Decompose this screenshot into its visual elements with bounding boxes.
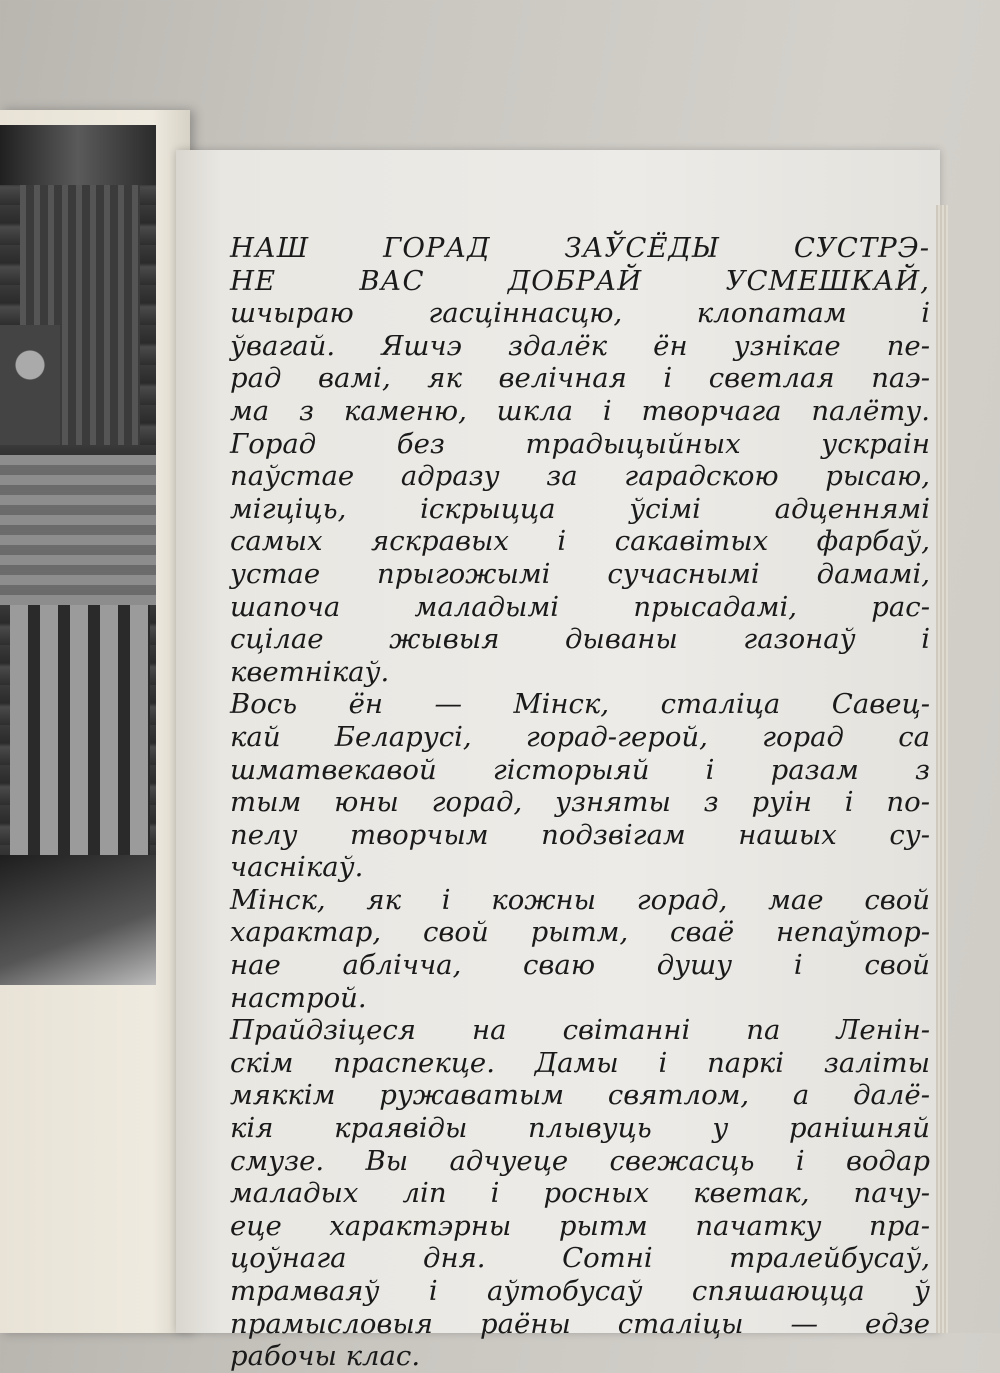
- text-line: мігціць, іскрыцца ўсімі адценнямі: [230, 492, 930, 525]
- text-line: трамваяў і аўтобусаў спяшаюцца ў: [230, 1275, 930, 1307]
- text-line: рад вамі, як велічная і светлая паэ-: [230, 362, 930, 395]
- text-line: кай Беларусі, горад-герой, горад са: [230, 720, 930, 753]
- text-line: настрой.: [230, 981, 367, 1014]
- text-line: Прайдзіцеся на світанні па Ленін-: [230, 1014, 930, 1047]
- text-line: цоўнага дня. Сотні тралейбусаў,: [230, 1242, 930, 1275]
- text-line: характар, свой рытм, сваё непаўтор-: [230, 916, 930, 949]
- text-line: кветнікаў.: [230, 655, 390, 688]
- text-line: НЕ ВАС ДОБРАЙ УСМЕШКАЙ,: [230, 264, 930, 297]
- text-line: смузе. Вы адчуеце свежасць і водар: [230, 1144, 930, 1177]
- text-line: Вось ён — Мінск, сталіца Савец-: [230, 688, 930, 721]
- city-photograph: [0, 125, 156, 985]
- text-line: шчыраю гасціннасцю, клопатам і: [230, 297, 930, 330]
- text-line: ма з каменю, шкла і творчага палёту.: [230, 394, 930, 427]
- text-line: тым юны горад, узняты з руін і по-: [230, 786, 930, 819]
- page-text: [230, 232, 930, 1373]
- text-line: ўвагай. Яшчэ здалёк ён узнікае пе-: [230, 329, 930, 362]
- text-line: Мінск, як і кожны горад, мае свой: [230, 883, 930, 916]
- text-line: скім праспекце. Дамы і паркі заліты: [230, 1046, 930, 1079]
- text-line: шапоча маладымі прысадамі, рас-: [230, 590, 930, 623]
- text-line: мяккім ружаватым святлом, а далё-: [230, 1079, 930, 1112]
- text-line: маладых ліп і росных кветак, пачу-: [230, 1177, 930, 1210]
- text-line: еце характэрны рытм пачатку пра-: [230, 1209, 930, 1242]
- text-line: сцілае жывыя дываны газонаў і: [230, 623, 930, 656]
- text-line: паўстае адразу за гарадскою рысаю,: [230, 460, 930, 493]
- text-line: прамысловыя раёны сталіцы — едзе: [230, 1307, 930, 1340]
- text-line: устае прыгожымі сучаснымі дамамі,: [230, 557, 930, 590]
- text-line: нае аблічча, сваю душу і свой: [230, 949, 930, 982]
- text-line: НАШ ГОРАД ЗАЎСЁДЫ СУСТРЭ-: [230, 232, 930, 264]
- text-line: пелу творчым подзвігам нашых су-: [230, 818, 930, 851]
- text-line: самых яскравых і сакавітых фарбаў,: [230, 525, 930, 558]
- page-edges: [936, 205, 948, 1333]
- text-line: шматвекавой гісторыяй і разам з: [230, 753, 930, 786]
- text-line: рабочы клас.: [230, 1340, 421, 1373]
- text-line: кія краявіды плывуць у ранішняй: [230, 1112, 930, 1145]
- text-line: Горад без традыцыйных ускраін: [230, 427, 930, 460]
- text-line: часнікаў.: [230, 851, 364, 884]
